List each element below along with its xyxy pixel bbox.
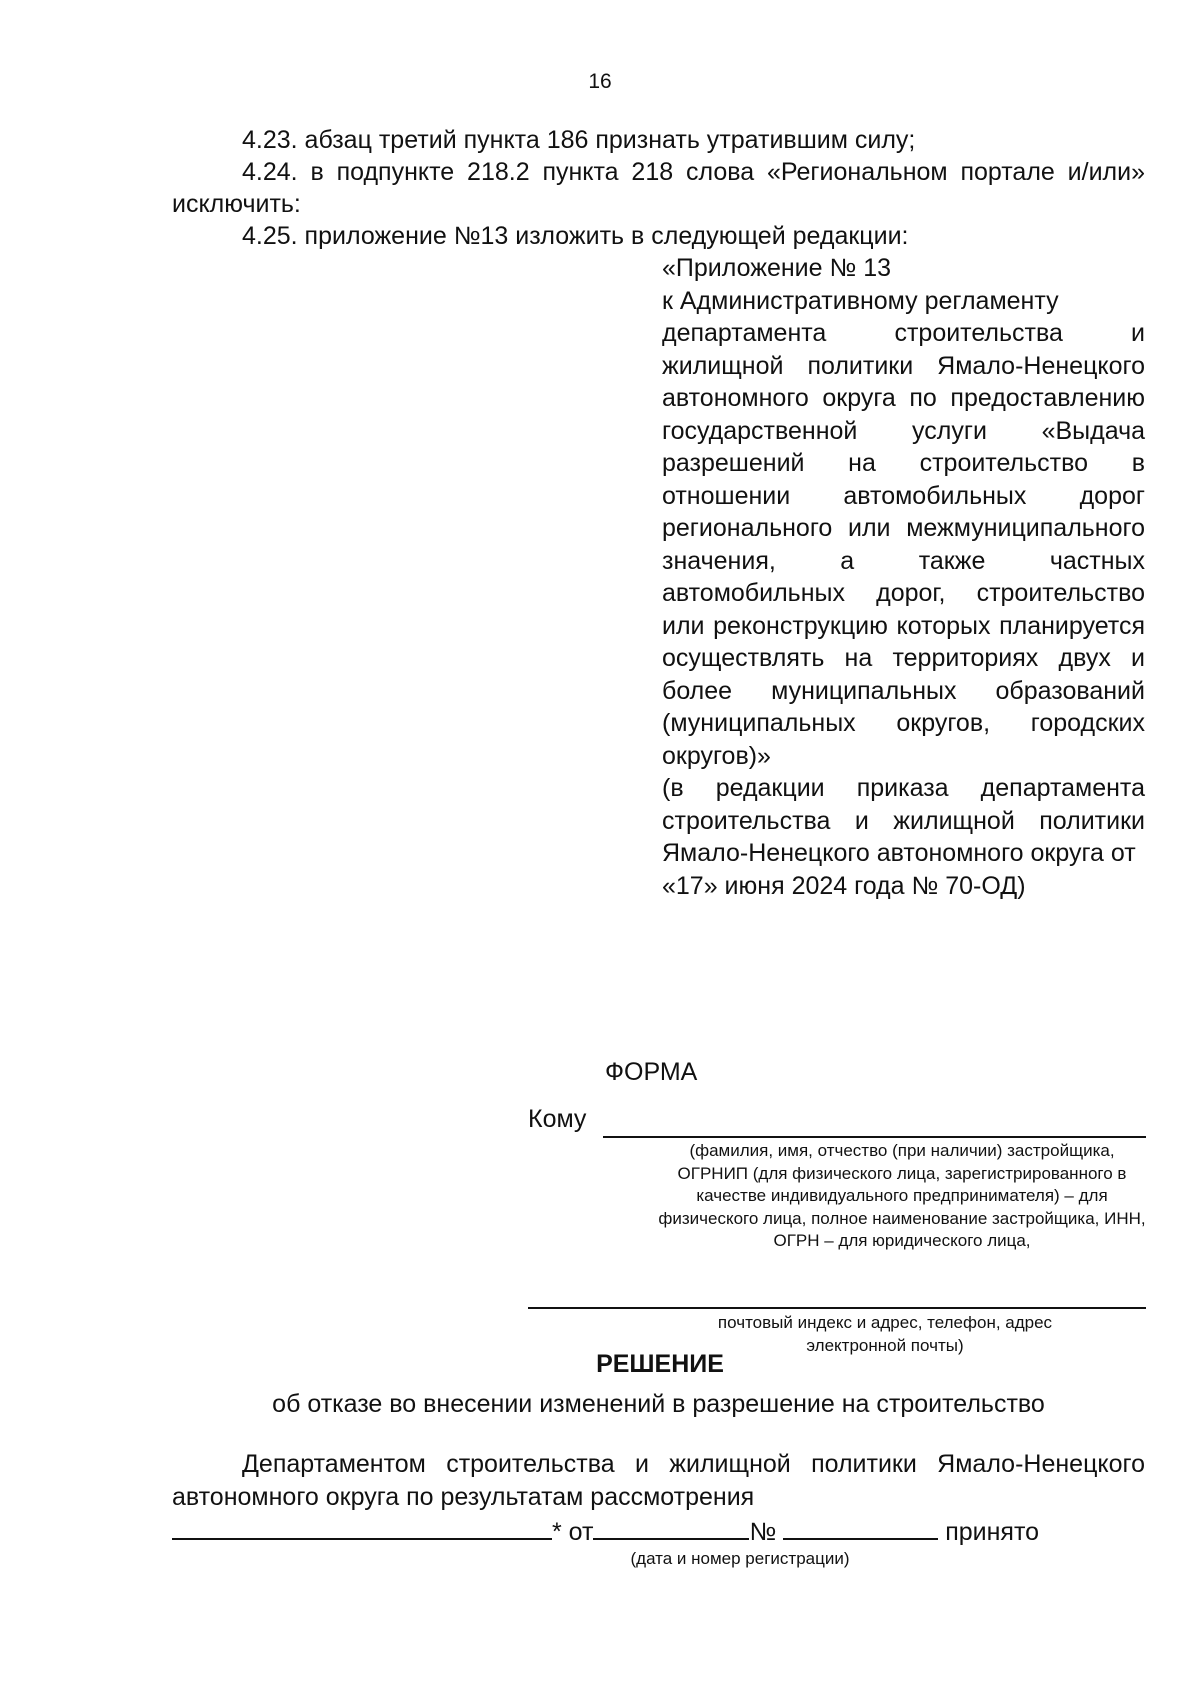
item-4-24: 4.24. в подпункте 218.2 пункта 218 слова «Региональном портале и/или» исключить:	[172, 158, 1145, 218]
appendix-header	[662, 252, 1145, 902]
number-sign: №	[749, 1518, 777, 1546]
decision-text: Департаментом строительства и жилищной политики Ямало-Ненецкого автономного округа по результатам рассмотрения	[172, 1450, 1145, 1511]
item-4-25: 4.25. приложение №13 изложить в следующей редакции:	[242, 222, 909, 250]
appendix-title: «Приложение № 13	[662, 254, 892, 282]
appendix-edition-date: «17» июня 2024 года № 70-ОД)	[662, 871, 1026, 900]
reference-field-line[interactable]	[172, 1514, 552, 1540]
number-field-line[interactable]	[783, 1514, 938, 1540]
address-hint: почтовый индекс и адрес, телефон, адрес электронной почты)	[717, 1313, 1053, 1355]
item-4-23: 4.23. абзац третий пункта 186 признать утратившим силу;	[242, 126, 916, 154]
appendix-regulation: к Административному регламенту	[662, 286, 1059, 315]
decision-title: РЕШЕНИЕ	[596, 1350, 724, 1378]
registration-row	[172, 1514, 1039, 1547]
address-field-line[interactable]	[528, 1307, 1146, 1309]
accepted-label: принято	[945, 1518, 1040, 1546]
komu-field-line[interactable]	[603, 1136, 1146, 1138]
decision-subtitle: об отказе во внесении изменений в разрешение на строительство	[272, 1390, 1045, 1418]
date-field-line[interactable]	[593, 1514, 749, 1540]
asterisk-from: * от	[552, 1518, 594, 1546]
appendix-edition: (в редакции приказа департамента строительства и жилищной политики Ямало-Ненецкого автономного округа от	[662, 774, 1145, 867]
amendments-list	[172, 124, 1145, 252]
appendix-body: департамента строительства и жилищной политики Ямало-Ненецкого автономного округа по предоставлению государственной услуги «Выдача разрешений на строительство в отношении автомобильных дорог регионального или межмуниципального значения, а также частных автомобильных дорог, строительство или реконструкцию которых планируется осуществлять на территориях двух и более муниципальных образований (муниципальных округов, городских округов)»	[662, 319, 1145, 770]
page-number: 16	[588, 70, 612, 93]
form-label: ФОРМА	[605, 1058, 698, 1086]
komu-hint: (фамилия, имя, отчество (при наличии) застройщика, ОГРНИП (для физического лица, зарегистрированного в качестве индивидуального предпринимателя) – для физического лица, полное наименование застройщика, ИНН, ОГРН – для юридического лица,	[658, 1141, 1146, 1250]
date-hint: (дата и номер регистрации)	[630, 1549, 850, 1568]
komu-label: Кому	[528, 1105, 587, 1133]
